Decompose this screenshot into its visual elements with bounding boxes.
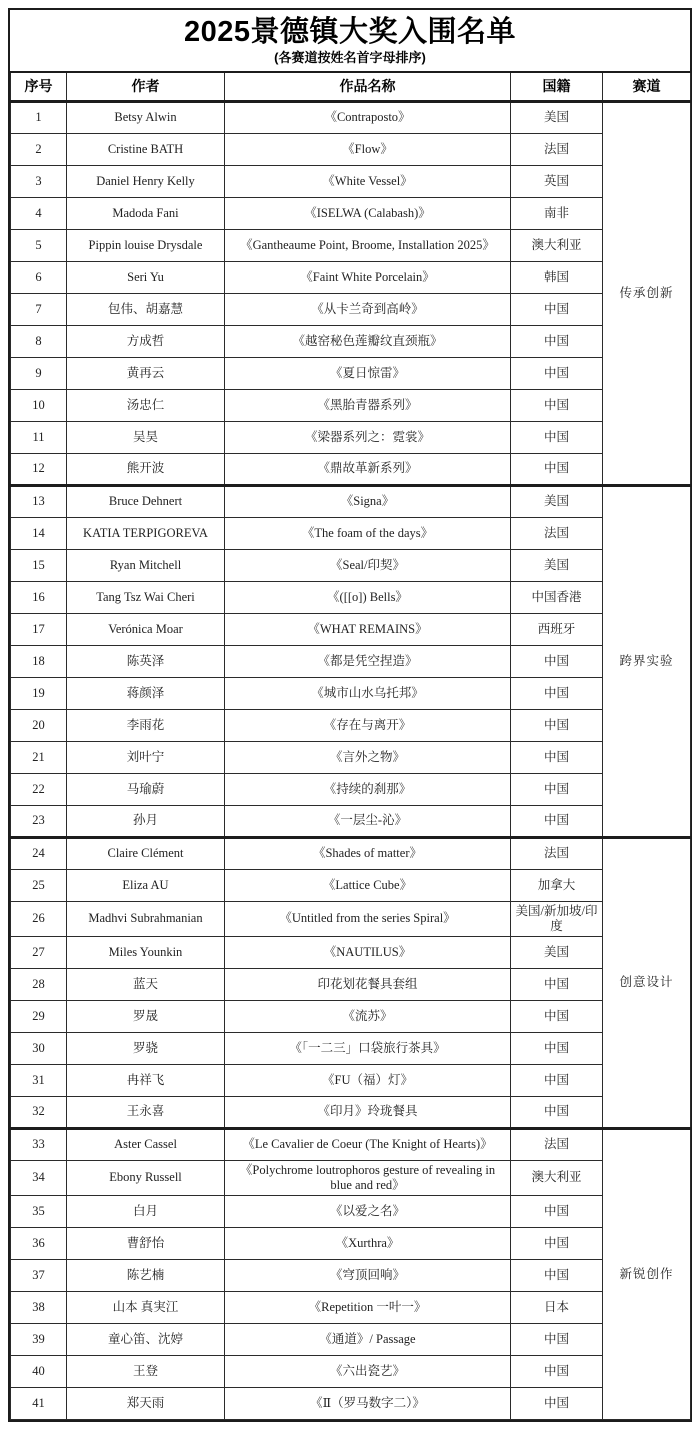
row-number-cell: 14 [11,517,67,549]
nationality-cell: 中国 [511,325,603,357]
author-cell: Verónica Moar [67,613,225,645]
row-number-cell: 30 [11,1032,67,1064]
track-cell: 新锐创作 [603,1128,691,1419]
nationality-cell: 加拿大 [511,869,603,901]
table-row [11,325,691,357]
row-number-cell: 12 [11,453,67,485]
author-cell: 李雨花 [67,709,225,741]
table-row [11,453,691,485]
row-number-cell: 19 [11,677,67,709]
nationality-cell: 中国 [511,1323,603,1355]
table-row [11,101,691,133]
table-row [11,357,691,389]
table-row [11,901,691,936]
nationality-cell: 中国 [511,805,603,837]
table-row [11,293,691,325]
work-title-cell: 《Ⅱ（罗马数字二）》 [225,1387,511,1419]
nationality-cell: 中国 [511,1259,603,1291]
author-cell: Betsy Alwin [67,101,225,133]
table-row [11,549,691,581]
table-row [11,837,691,869]
author-cell: Aster Cassel [67,1128,225,1160]
row-number-cell: 5 [11,229,67,261]
nationality-cell: 美国 [511,936,603,968]
table-row [11,709,691,741]
work-title-cell: 《从卡兰奇到高岭》 [225,293,511,325]
row-number-cell: 6 [11,261,67,293]
award-list-document [8,8,692,1422]
nationality-cell: 法国 [511,837,603,869]
author-cell: Madoda Fani [67,197,225,229]
nationality-cell: 美国/新加坡/印度 [511,901,603,936]
work-title-cell: 《White Vessel》 [225,165,511,197]
nationality-cell: 西班牙 [511,613,603,645]
author-cell: Bruce Dehnert [67,485,225,517]
table-row [11,1000,691,1032]
nationality-cell: 法国 [511,133,603,165]
table-row [11,1160,691,1195]
header-work: 作品名称 [225,73,511,101]
table-row [11,1323,691,1355]
work-title-cell: 《ISELWA (Calabash)》 [225,197,511,229]
table-row [11,613,691,645]
nationality-cell: 韩国 [511,261,603,293]
author-cell: 包伟、胡嘉慧 [67,293,225,325]
track-cell: 跨界实验 [603,485,691,837]
row-number-cell: 8 [11,325,67,357]
work-title-cell: 《Lattice Cube》 [225,869,511,901]
table-row [11,165,691,197]
row-number-cell: 3 [11,165,67,197]
work-title-cell: 《Faint White Porcelain》 [225,261,511,293]
row-number-cell: 17 [11,613,67,645]
work-title-cell: 《Gantheaume Point, Broome, Installation 2025》 [225,229,511,261]
author-cell: 孙月 [67,805,225,837]
row-number-cell: 21 [11,741,67,773]
row-number-cell: 39 [11,1323,67,1355]
table-row [11,1227,691,1259]
table-row [11,968,691,1000]
work-title-cell: 《印月》玲珑餐具 [225,1096,511,1128]
work-title-cell: 《Polychrome loutrophoros gesture of revealing in blue and red》 [225,1160,511,1195]
author-cell: Daniel Henry Kelly [67,165,225,197]
work-title-cell: 《NAUTILUS》 [225,936,511,968]
work-title-cell: 《「一二三」口袋旅行茶具》 [225,1032,511,1064]
header-no: 序号 [11,73,67,101]
work-title-cell: 《鼎故革新系列》 [225,453,511,485]
work-title-cell: 《城市山水乌托邦》 [225,677,511,709]
nationality-cell: 日本 [511,1291,603,1323]
author-cell: 罗晟 [67,1000,225,1032]
author-cell: 刘叶宁 [67,741,225,773]
row-number-cell: 41 [11,1387,67,1419]
table-row [11,133,691,165]
author-cell: Ryan Mitchell [67,549,225,581]
nationality-cell: 中国 [511,293,603,325]
table-row [11,229,691,261]
table-row [11,773,691,805]
author-cell: 方成哲 [67,325,225,357]
row-number-cell: 1 [11,101,67,133]
header-nationality: 国籍 [511,73,603,101]
header-track: 赛道 [603,73,691,101]
work-title-cell: 《The foam of the days》 [225,517,511,549]
row-number-cell: 24 [11,837,67,869]
work-title-cell: 《Untitled from the series Spiral》 [225,901,511,936]
nationality-cell: 美国 [511,549,603,581]
table-row [11,1195,691,1227]
row-number-cell: 31 [11,1064,67,1096]
table-row [11,485,691,517]
nationality-cell: 中国 [511,453,603,485]
table-row [11,677,691,709]
work-title-cell: 《WHAT REMAINS》 [225,613,511,645]
row-number-cell: 37 [11,1259,67,1291]
track-cell: 创意设计 [603,837,691,1128]
row-number-cell: 38 [11,1291,67,1323]
row-number-cell: 32 [11,1096,67,1128]
work-title-cell: 《Contraposto》 [225,101,511,133]
row-number-cell: 18 [11,645,67,677]
author-cell: Claire Clément [67,837,225,869]
work-title-cell: 《都是凭空捏造》 [225,645,511,677]
table-row [11,581,691,613]
work-title-cell: 《言外之物》 [225,741,511,773]
work-title-cell: 《夏日惊雷》 [225,357,511,389]
nationality-cell: 中国 [511,1000,603,1032]
work-title-cell: 《通道》/ Passage [225,1323,511,1355]
nationality-cell: 中国 [511,389,603,421]
table-row [11,1355,691,1387]
row-number-cell: 40 [11,1355,67,1387]
nationality-cell: 中国 [511,1096,603,1128]
author-cell: 山本 真実江 [67,1291,225,1323]
row-number-cell: 9 [11,357,67,389]
author-cell: Cristine BATH [67,133,225,165]
author-cell: 曹舒怡 [67,1227,225,1259]
author-cell: 马瑜蔚 [67,773,225,805]
table-row [11,517,691,549]
author-cell: 蓝天 [67,968,225,1000]
page-title: 2025景德镇大奖入围名单 [183,16,516,48]
row-number-cell: 13 [11,485,67,517]
nationality-cell: 法国 [511,517,603,549]
row-number-cell: 16 [11,581,67,613]
row-number-cell: 33 [11,1128,67,1160]
table-row [11,421,691,453]
author-cell: Seri Yu [67,261,225,293]
row-number-cell: 28 [11,968,67,1000]
row-number-cell: 25 [11,869,67,901]
author-cell: Ebony Russell [67,1160,225,1195]
finalists-table [10,73,691,1420]
table-row [11,869,691,901]
author-cell: 陈艺楠 [67,1259,225,1291]
work-title-cell: 《Le Cavalier de Coeur (The Knight of Hearts)》 [225,1128,511,1160]
row-number-cell: 34 [11,1160,67,1195]
author-cell: 白月 [67,1195,225,1227]
nationality-cell: 澳大利亚 [511,1160,603,1195]
author-cell: 王登 [67,1355,225,1387]
author-cell: Miles Younkin [67,936,225,968]
table-row [11,261,691,293]
table-row [11,645,691,677]
author-cell: 童心笛、沈婷 [67,1323,225,1355]
work-title-cell: 《黑胎青器系列》 [225,389,511,421]
nationality-cell: 中国 [511,357,603,389]
row-number-cell: 23 [11,805,67,837]
work-title-cell: 《六出瓷艺》 [225,1355,511,1387]
work-title-cell: 《梁器系列之：霓裳》 [225,421,511,453]
work-title-cell: 《Signa》 [225,485,511,517]
row-number-cell: 22 [11,773,67,805]
work-title-cell: 《以爱之名》 [225,1195,511,1227]
work-title-cell: 《Repetition 一叶一》 [225,1291,511,1323]
work-title-cell: 《FU（福）灯》 [225,1064,511,1096]
nationality-cell: 中国 [511,1064,603,1096]
work-title-cell: 《一层尘-沁》 [225,805,511,837]
row-number-cell: 35 [11,1195,67,1227]
nationality-cell: 中国 [511,741,603,773]
table-row [11,1291,691,1323]
row-number-cell: 20 [11,709,67,741]
nationality-cell: 英国 [511,165,603,197]
nationality-cell: 中国 [511,1195,603,1227]
nationality-cell: 中国 [511,709,603,741]
header-author: 作者 [67,73,225,101]
nationality-cell: 中国 [511,677,603,709]
table-header-row [11,73,691,101]
nationality-cell: 中国香港 [511,581,603,613]
author-cell: 王永喜 [67,1096,225,1128]
nationality-cell: 南非 [511,197,603,229]
row-number-cell: 2 [11,133,67,165]
author-cell: 熊开波 [67,453,225,485]
row-number-cell: 10 [11,389,67,421]
row-number-cell: 11 [11,421,67,453]
row-number-cell: 7 [11,293,67,325]
nationality-cell: 法国 [511,1128,603,1160]
table-row [11,1259,691,1291]
author-cell: 罗骁 [67,1032,225,1064]
table-row [11,741,691,773]
title-block [10,10,690,73]
work-title-cell: 《存在与离开》 [225,709,511,741]
nationality-cell: 中国 [511,968,603,1000]
author-cell: 蒋颜泽 [67,677,225,709]
nationality-cell: 中国 [511,421,603,453]
row-number-cell: 15 [11,549,67,581]
work-title-cell: 《越窑秘色莲瓣纹直颈瓶》 [225,325,511,357]
work-title-cell: 《Xurthra》 [225,1227,511,1259]
work-title-cell: 印花划花餐具套组 [225,968,511,1000]
table-row [11,1064,691,1096]
work-title-cell: 《([[o]) Bells》 [225,581,511,613]
work-title-cell: 《流苏》 [225,1000,511,1032]
page-subtitle: (各赛道按姓名首字母排序) [274,50,426,65]
row-number-cell: 36 [11,1227,67,1259]
table-row [11,197,691,229]
author-cell: KATIA TERPIGOREVA [67,517,225,549]
nationality-cell: 中国 [511,773,603,805]
row-number-cell: 4 [11,197,67,229]
row-number-cell: 26 [11,901,67,936]
table-row [11,1128,691,1160]
work-title-cell: 《Seal/印契》 [225,549,511,581]
nationality-cell: 美国 [511,485,603,517]
table-row [11,389,691,421]
author-cell: 陈英泽 [67,645,225,677]
author-cell: 郑天雨 [67,1387,225,1419]
work-title-cell: 《Shades of matter》 [225,837,511,869]
author-cell: Pippin louise Drysdale [67,229,225,261]
row-number-cell: 29 [11,1000,67,1032]
author-cell: 汤忠仁 [67,389,225,421]
row-number-cell: 27 [11,936,67,968]
table-row [11,805,691,837]
author-cell: Tang Tsz Wai Cheri [67,581,225,613]
nationality-cell: 中国 [511,645,603,677]
nationality-cell: 中国 [511,1032,603,1064]
table-row [11,936,691,968]
nationality-cell: 中国 [511,1227,603,1259]
table-row [11,1096,691,1128]
nationality-cell: 美国 [511,101,603,133]
work-title-cell: 《穹顶回响》 [225,1259,511,1291]
work-title-cell: 《持续的刹那》 [225,773,511,805]
track-cell: 传承创新 [603,101,691,485]
nationality-cell: 中国 [511,1387,603,1419]
author-cell: 黄再云 [67,357,225,389]
author-cell: 冉祥飞 [67,1064,225,1096]
table-row [11,1387,691,1419]
author-cell: Madhvi Subrahmanian [67,901,225,936]
table-row [11,1032,691,1064]
nationality-cell: 中国 [511,1355,603,1387]
table-body [11,101,691,1419]
work-title-cell: 《Flow》 [225,133,511,165]
author-cell: 吴昊 [67,421,225,453]
author-cell: Eliza AU [67,869,225,901]
nationality-cell: 澳大利亚 [511,229,603,261]
